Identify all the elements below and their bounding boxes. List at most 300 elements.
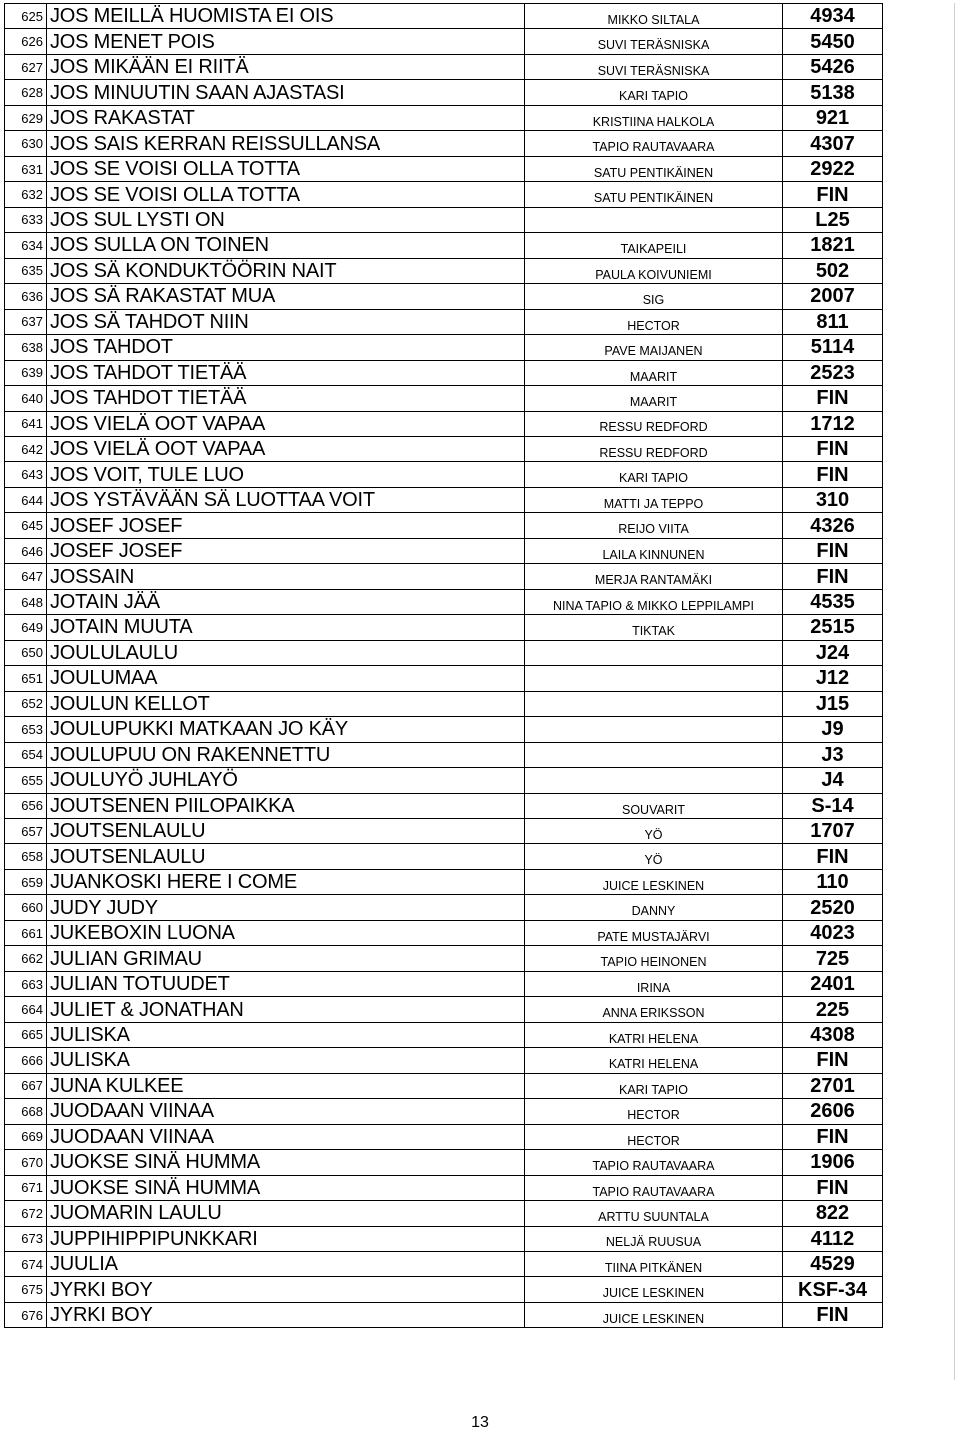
song-title: JOS SÄ KONDUKTÖÖRIN NAIT <box>47 258 525 283</box>
empty-cell <box>883 411 960 436</box>
song-code: FIN <box>783 564 883 589</box>
table-row <box>5 691 960 716</box>
row-number: 670 <box>5 1150 47 1175</box>
song-code: J15 <box>783 691 883 716</box>
empty-cell <box>883 1175 960 1200</box>
table-row <box>5 895 960 920</box>
empty-cell <box>883 844 960 869</box>
row-number: 651 <box>5 666 47 691</box>
row-number: 634 <box>5 233 47 258</box>
empty-cell <box>883 1226 960 1251</box>
song-title: JUOKSE SINÄ HUMMA <box>47 1175 525 1200</box>
empty-cell <box>883 386 960 411</box>
row-number: 653 <box>5 717 47 742</box>
artist-name: YÖ <box>525 819 783 844</box>
song-code: J3 <box>783 742 883 767</box>
song-code: FIN <box>783 386 883 411</box>
song-code: 2606 <box>783 1099 883 1124</box>
empty-cell <box>883 1277 960 1302</box>
song-title: JULIAN GRIMAU <box>47 946 525 971</box>
empty-cell <box>883 1073 960 1098</box>
song-title: JULISKA <box>47 1048 525 1073</box>
row-number: 655 <box>5 768 47 793</box>
empty-cell <box>883 105 960 130</box>
table-row <box>5 1251 960 1276</box>
table-row <box>5 1099 960 1124</box>
song-title: JOULULAULU <box>47 640 525 665</box>
song-title: JOULUMAA <box>47 666 525 691</box>
artist-name: SATU PENTIKÄINEN <box>525 182 783 207</box>
artist-name: MATTI JA TEPPO <box>525 487 783 512</box>
empty-cell <box>883 131 960 156</box>
song-code: 2401 <box>783 971 883 996</box>
table-row <box>5 869 960 894</box>
empty-cell <box>883 691 960 716</box>
song-title: JULIAN TOTUUDET <box>47 971 525 996</box>
song-code: 2523 <box>783 360 883 385</box>
row-number: 668 <box>5 1099 47 1124</box>
empty-cell <box>883 513 960 538</box>
table-row <box>5 640 960 665</box>
empty-cell <box>883 971 960 996</box>
song-title: JOTAIN MUUTA <box>47 615 525 640</box>
table-row <box>5 1150 960 1175</box>
empty-cell <box>883 742 960 767</box>
empty-cell <box>883 182 960 207</box>
song-title: JOS TAHDOT TIETÄÄ <box>47 386 525 411</box>
table-row <box>5 997 960 1022</box>
table-row <box>5 589 960 614</box>
table-row <box>5 182 960 207</box>
empty-cell <box>883 1251 960 1276</box>
table-row <box>5 360 960 385</box>
artist-name: TAPIO RAUTAVAARA <box>525 1175 783 1200</box>
song-title: JOS SULLA ON TOINEN <box>47 233 525 258</box>
row-number: 636 <box>5 284 47 309</box>
song-code: 2515 <box>783 615 883 640</box>
song-title: JOULUPUU ON RAKENNETTU <box>47 742 525 767</box>
song-code: FIN <box>783 1048 883 1073</box>
empty-cell <box>883 538 960 563</box>
artist-name: SIG <box>525 284 783 309</box>
empty-cell <box>883 258 960 283</box>
empty-cell <box>883 589 960 614</box>
song-code: 110 <box>783 869 883 894</box>
song-code: J9 <box>783 717 883 742</box>
song-code: FIN <box>783 1302 883 1327</box>
song-title: JOSEF JOSEF <box>47 538 525 563</box>
row-number: 673 <box>5 1226 47 1251</box>
empty-cell <box>883 4 960 29</box>
artist-name: MAARIT <box>525 360 783 385</box>
song-code: J24 <box>783 640 883 665</box>
song-code: 4023 <box>783 920 883 945</box>
empty-cell <box>883 1201 960 1226</box>
empty-cell <box>883 29 960 54</box>
table-row <box>5 1073 960 1098</box>
row-number: 643 <box>5 462 47 487</box>
empty-cell <box>883 1302 960 1327</box>
artist-name: MAARIT <box>525 386 783 411</box>
artist-name: SUVI TERÄSNISKA <box>525 54 783 79</box>
song-title: JOS VIELÄ OOT VAPAA <box>47 411 525 436</box>
table-row <box>5 793 960 818</box>
song-title: JUOMARIN LAULU <box>47 1201 525 1226</box>
table-row <box>5 105 960 130</box>
song-title: JULISKA <box>47 1022 525 1047</box>
row-number: 649 <box>5 615 47 640</box>
row-number: 630 <box>5 131 47 156</box>
row-number: 641 <box>5 411 47 436</box>
row-number: 640 <box>5 386 47 411</box>
empty-cell <box>883 462 960 487</box>
artist-name <box>525 640 783 665</box>
song-title: JOSEF JOSEF <box>47 513 525 538</box>
song-title: JOS MENET POIS <box>47 29 525 54</box>
table-row <box>5 4 960 29</box>
table-row <box>5 1175 960 1200</box>
artist-name <box>525 691 783 716</box>
row-number: 635 <box>5 258 47 283</box>
artist-name: RESSU REDFORD <box>525 436 783 461</box>
artist-name: SATU PENTIKÄINEN <box>525 156 783 181</box>
song-code: FIN <box>783 1124 883 1149</box>
row-number: 646 <box>5 538 47 563</box>
song-title: JUODAAN VIINAA <box>47 1099 525 1124</box>
table-row <box>5 844 960 869</box>
song-code: FIN <box>783 844 883 869</box>
song-code: FIN <box>783 462 883 487</box>
artist-name: TAIKAPEILI <box>525 233 783 258</box>
table-row <box>5 1022 960 1047</box>
row-number: 631 <box>5 156 47 181</box>
song-code: 4308 <box>783 1022 883 1047</box>
song-title: JUKEBOXIN LUONA <box>47 920 525 945</box>
table-row <box>5 1226 960 1251</box>
empty-cell <box>883 819 960 844</box>
empty-cell <box>883 80 960 105</box>
table-row <box>5 207 960 232</box>
empty-cell <box>883 615 960 640</box>
artist-name: ARTTU SUUNTALA <box>525 1201 783 1226</box>
song-code: 1906 <box>783 1150 883 1175</box>
song-title: JYRKI BOY <box>47 1302 525 1327</box>
empty-cell <box>883 207 960 232</box>
song-title: JOUTSENLAULU <box>47 844 525 869</box>
row-number: 639 <box>5 360 47 385</box>
artist-name: KARI TAPIO <box>525 462 783 487</box>
song-list-body <box>5 4 960 1328</box>
row-number: 645 <box>5 513 47 538</box>
row-number: 671 <box>5 1175 47 1200</box>
song-list-table <box>4 3 959 1328</box>
table-row <box>5 156 960 181</box>
artist-name: KARI TAPIO <box>525 1073 783 1098</box>
table-row <box>5 309 960 334</box>
song-title: JUULIA <box>47 1251 525 1276</box>
table-row <box>5 386 960 411</box>
song-code: J12 <box>783 666 883 691</box>
artist-name: TIINA PITKÄNEN <box>525 1251 783 1276</box>
empty-cell <box>883 436 960 461</box>
song-code: 4535 <box>783 589 883 614</box>
table-row <box>5 768 960 793</box>
artist-name: PATE MUSTAJÄRVI <box>525 920 783 945</box>
song-code: 4307 <box>783 131 883 156</box>
row-number: 644 <box>5 487 47 512</box>
song-title: JOS MIKÄÄN EI RIITÄ <box>47 54 525 79</box>
song-code: FIN <box>783 538 883 563</box>
table-row <box>5 513 960 538</box>
song-title: JULIET & JONATHAN <box>47 997 525 1022</box>
artist-name: NELJÄ RUUSUA <box>525 1226 783 1251</box>
table-row <box>5 1124 960 1149</box>
empty-cell <box>883 1150 960 1175</box>
row-number: 628 <box>5 80 47 105</box>
artist-name: KARI TAPIO <box>525 80 783 105</box>
song-title: JUPPIHIPPIPUNKKARI <box>47 1226 525 1251</box>
artist-name: KATRI HELENA <box>525 1048 783 1073</box>
song-code: S-14 <box>783 793 883 818</box>
table-row <box>5 538 960 563</box>
song-title: JOS RAKASTAT <box>47 105 525 130</box>
song-code: KSF-34 <box>783 1277 883 1302</box>
table-row <box>5 819 960 844</box>
row-number: 669 <box>5 1124 47 1149</box>
empty-cell <box>883 946 960 971</box>
empty-cell <box>883 869 960 894</box>
table-row <box>5 742 960 767</box>
empty-cell <box>883 156 960 181</box>
artist-name: HECTOR <box>525 1099 783 1124</box>
row-number: 672 <box>5 1201 47 1226</box>
table-row <box>5 233 960 258</box>
table-row <box>5 54 960 79</box>
song-code: 4112 <box>783 1226 883 1251</box>
song-title: JUODAAN VIINAA <box>47 1124 525 1149</box>
song-code: 5114 <box>783 335 883 360</box>
song-title: JOS SÄ RAKASTAT MUA <box>47 284 525 309</box>
song-code: FIN <box>783 182 883 207</box>
artist-name: MERJA RANTAMÄKI <box>525 564 783 589</box>
song-code: 502 <box>783 258 883 283</box>
song-code: 2520 <box>783 895 883 920</box>
artist-name: IRINA <box>525 971 783 996</box>
song-title: JOUTSENLAULU <box>47 819 525 844</box>
empty-cell <box>883 997 960 1022</box>
row-number: 674 <box>5 1251 47 1276</box>
row-number: 650 <box>5 640 47 665</box>
song-code: 5450 <box>783 29 883 54</box>
row-number: 629 <box>5 105 47 130</box>
artist-name: RESSU REDFORD <box>525 411 783 436</box>
empty-cell <box>883 360 960 385</box>
song-title: JOS YSTÄVÄÄN SÄ LUOTTAA VOIT <box>47 487 525 512</box>
empty-cell <box>883 1048 960 1073</box>
empty-cell <box>883 895 960 920</box>
song-title: JOS SAIS KERRAN REISSULLANSA <box>47 131 525 156</box>
table-row <box>5 29 960 54</box>
song-title: JUNA KULKEE <box>47 1073 525 1098</box>
song-code: 2701 <box>783 1073 883 1098</box>
table-row <box>5 615 960 640</box>
empty-cell <box>883 666 960 691</box>
song-code: 310 <box>783 487 883 512</box>
artist-name <box>525 666 783 691</box>
artist-name <box>525 207 783 232</box>
artist-name: JUICE LESKINEN <box>525 1277 783 1302</box>
song-code: FIN <box>783 1175 883 1200</box>
row-number: 662 <box>5 946 47 971</box>
empty-cell <box>883 335 960 360</box>
artist-name: HECTOR <box>525 309 783 334</box>
artist-name: REIJO VIITA <box>525 513 783 538</box>
artist-name <box>525 742 783 767</box>
artist-name: TAPIO RAUTAVAARA <box>525 131 783 156</box>
row-number: 665 <box>5 1022 47 1047</box>
table-row <box>5 946 960 971</box>
empty-cell <box>883 309 960 334</box>
artist-name: HECTOR <box>525 1124 783 1149</box>
table-row <box>5 717 960 742</box>
song-code: 2922 <box>783 156 883 181</box>
empty-cell <box>883 1124 960 1149</box>
table-row <box>5 487 960 512</box>
row-number: 676 <box>5 1302 47 1327</box>
artist-name <box>525 717 783 742</box>
empty-cell <box>883 564 960 589</box>
song-title: JOS MEILLÄ HUOMISTA EI OIS <box>47 4 525 29</box>
grid-line <box>954 3 955 1380</box>
song-title: JUANKOSKI HERE I COME <box>47 869 525 894</box>
table-row <box>5 1048 960 1073</box>
table-row <box>5 411 960 436</box>
row-number: 660 <box>5 895 47 920</box>
empty-cell <box>883 717 960 742</box>
song-title: JOS SE VOISI OLLA TOTTA <box>47 156 525 181</box>
song-title: JUDY JUDY <box>47 895 525 920</box>
song-code: 4934 <box>783 4 883 29</box>
artist-name: NINA TAPIO & MIKKO LEPPILAMPI <box>525 589 783 614</box>
empty-cell <box>883 233 960 258</box>
row-number: 667 <box>5 1073 47 1098</box>
song-title: JOS VOIT, TULE LUO <box>47 462 525 487</box>
artist-name: KATRI HELENA <box>525 1022 783 1047</box>
artist-name: PAVE MAIJANEN <box>525 335 783 360</box>
page-number: 13 <box>471 1414 489 1431</box>
row-number: 666 <box>5 1048 47 1073</box>
song-title: JOULUPUKKI MATKAAN JO KÄY <box>47 717 525 742</box>
song-title: JOS VIELÄ OOT VAPAA <box>47 436 525 461</box>
table-row <box>5 131 960 156</box>
song-title: JOULUN KELLOT <box>47 691 525 716</box>
row-number: 633 <box>5 207 47 232</box>
table-row <box>5 462 960 487</box>
empty-cell <box>883 768 960 793</box>
song-title: JOUTSENEN PIILOPAIKKA <box>47 793 525 818</box>
table-row <box>5 258 960 283</box>
table-row <box>5 80 960 105</box>
artist-name: JUICE LESKINEN <box>525 869 783 894</box>
empty-cell <box>883 284 960 309</box>
artist-name: TAPIO RAUTAVAARA <box>525 1150 783 1175</box>
artist-name: DANNY <box>525 895 783 920</box>
empty-cell <box>883 640 960 665</box>
song-code: 1712 <box>783 411 883 436</box>
artist-name: MIKKO SILTALA <box>525 4 783 29</box>
row-number: 626 <box>5 29 47 54</box>
row-number: 638 <box>5 335 47 360</box>
song-code: 4326 <box>783 513 883 538</box>
artist-name: KRISTIINA HALKOLA <box>525 105 783 130</box>
artist-name <box>525 768 783 793</box>
song-code: 822 <box>783 1201 883 1226</box>
row-number: 659 <box>5 869 47 894</box>
row-number: 637 <box>5 309 47 334</box>
table-row <box>5 971 960 996</box>
song-title: JOS MINUUTIN SAAN AJASTASI <box>47 80 525 105</box>
table-row <box>5 1201 960 1226</box>
song-code: J4 <box>783 768 883 793</box>
table-row <box>5 436 960 461</box>
artist-name: LAILA KINNUNEN <box>525 538 783 563</box>
song-code: 225 <box>783 997 883 1022</box>
song-title: JOSSAIN <box>47 564 525 589</box>
row-number: 627 <box>5 54 47 79</box>
row-number: 654 <box>5 742 47 767</box>
artist-name: YÖ <box>525 844 783 869</box>
table-row <box>5 1302 960 1327</box>
artist-name: ANNA ERIKSSON <box>525 997 783 1022</box>
song-title: JUOKSE SINÄ HUMMA <box>47 1150 525 1175</box>
song-code: 5138 <box>783 80 883 105</box>
artist-name: TIKTAK <box>525 615 783 640</box>
table-row <box>5 335 960 360</box>
table-row <box>5 666 960 691</box>
row-number: 656 <box>5 793 47 818</box>
table-row <box>5 284 960 309</box>
empty-cell <box>883 793 960 818</box>
empty-cell <box>883 1022 960 1047</box>
artist-name: SUVI TERÄSNISKA <box>525 29 783 54</box>
table-row <box>5 564 960 589</box>
song-code: 2007 <box>783 284 883 309</box>
empty-cell <box>883 920 960 945</box>
song-title: JOULUYÖ JUHLAYÖ <box>47 768 525 793</box>
song-title: JOS SE VOISI OLLA TOTTA <box>47 182 525 207</box>
artist-name: PAULA KOIVUNIEMI <box>525 258 783 283</box>
artist-name: JUICE LESKINEN <box>525 1302 783 1327</box>
row-number: 652 <box>5 691 47 716</box>
song-code: 5426 <box>783 54 883 79</box>
song-title: JYRKI BOY <box>47 1277 525 1302</box>
row-number: 663 <box>5 971 47 996</box>
artist-name: TAPIO HEINONEN <box>525 946 783 971</box>
table-row <box>5 1277 960 1302</box>
row-number: 625 <box>5 4 47 29</box>
song-code: 1821 <box>783 233 883 258</box>
song-code: 4529 <box>783 1251 883 1276</box>
row-number: 648 <box>5 589 47 614</box>
row-number: 661 <box>5 920 47 945</box>
song-code: 921 <box>783 105 883 130</box>
song-code: 811 <box>783 309 883 334</box>
song-title: JOS TAHDOT <box>47 335 525 360</box>
row-number: 657 <box>5 819 47 844</box>
row-number: 675 <box>5 1277 47 1302</box>
song-code: FIN <box>783 436 883 461</box>
table-row <box>5 920 960 945</box>
